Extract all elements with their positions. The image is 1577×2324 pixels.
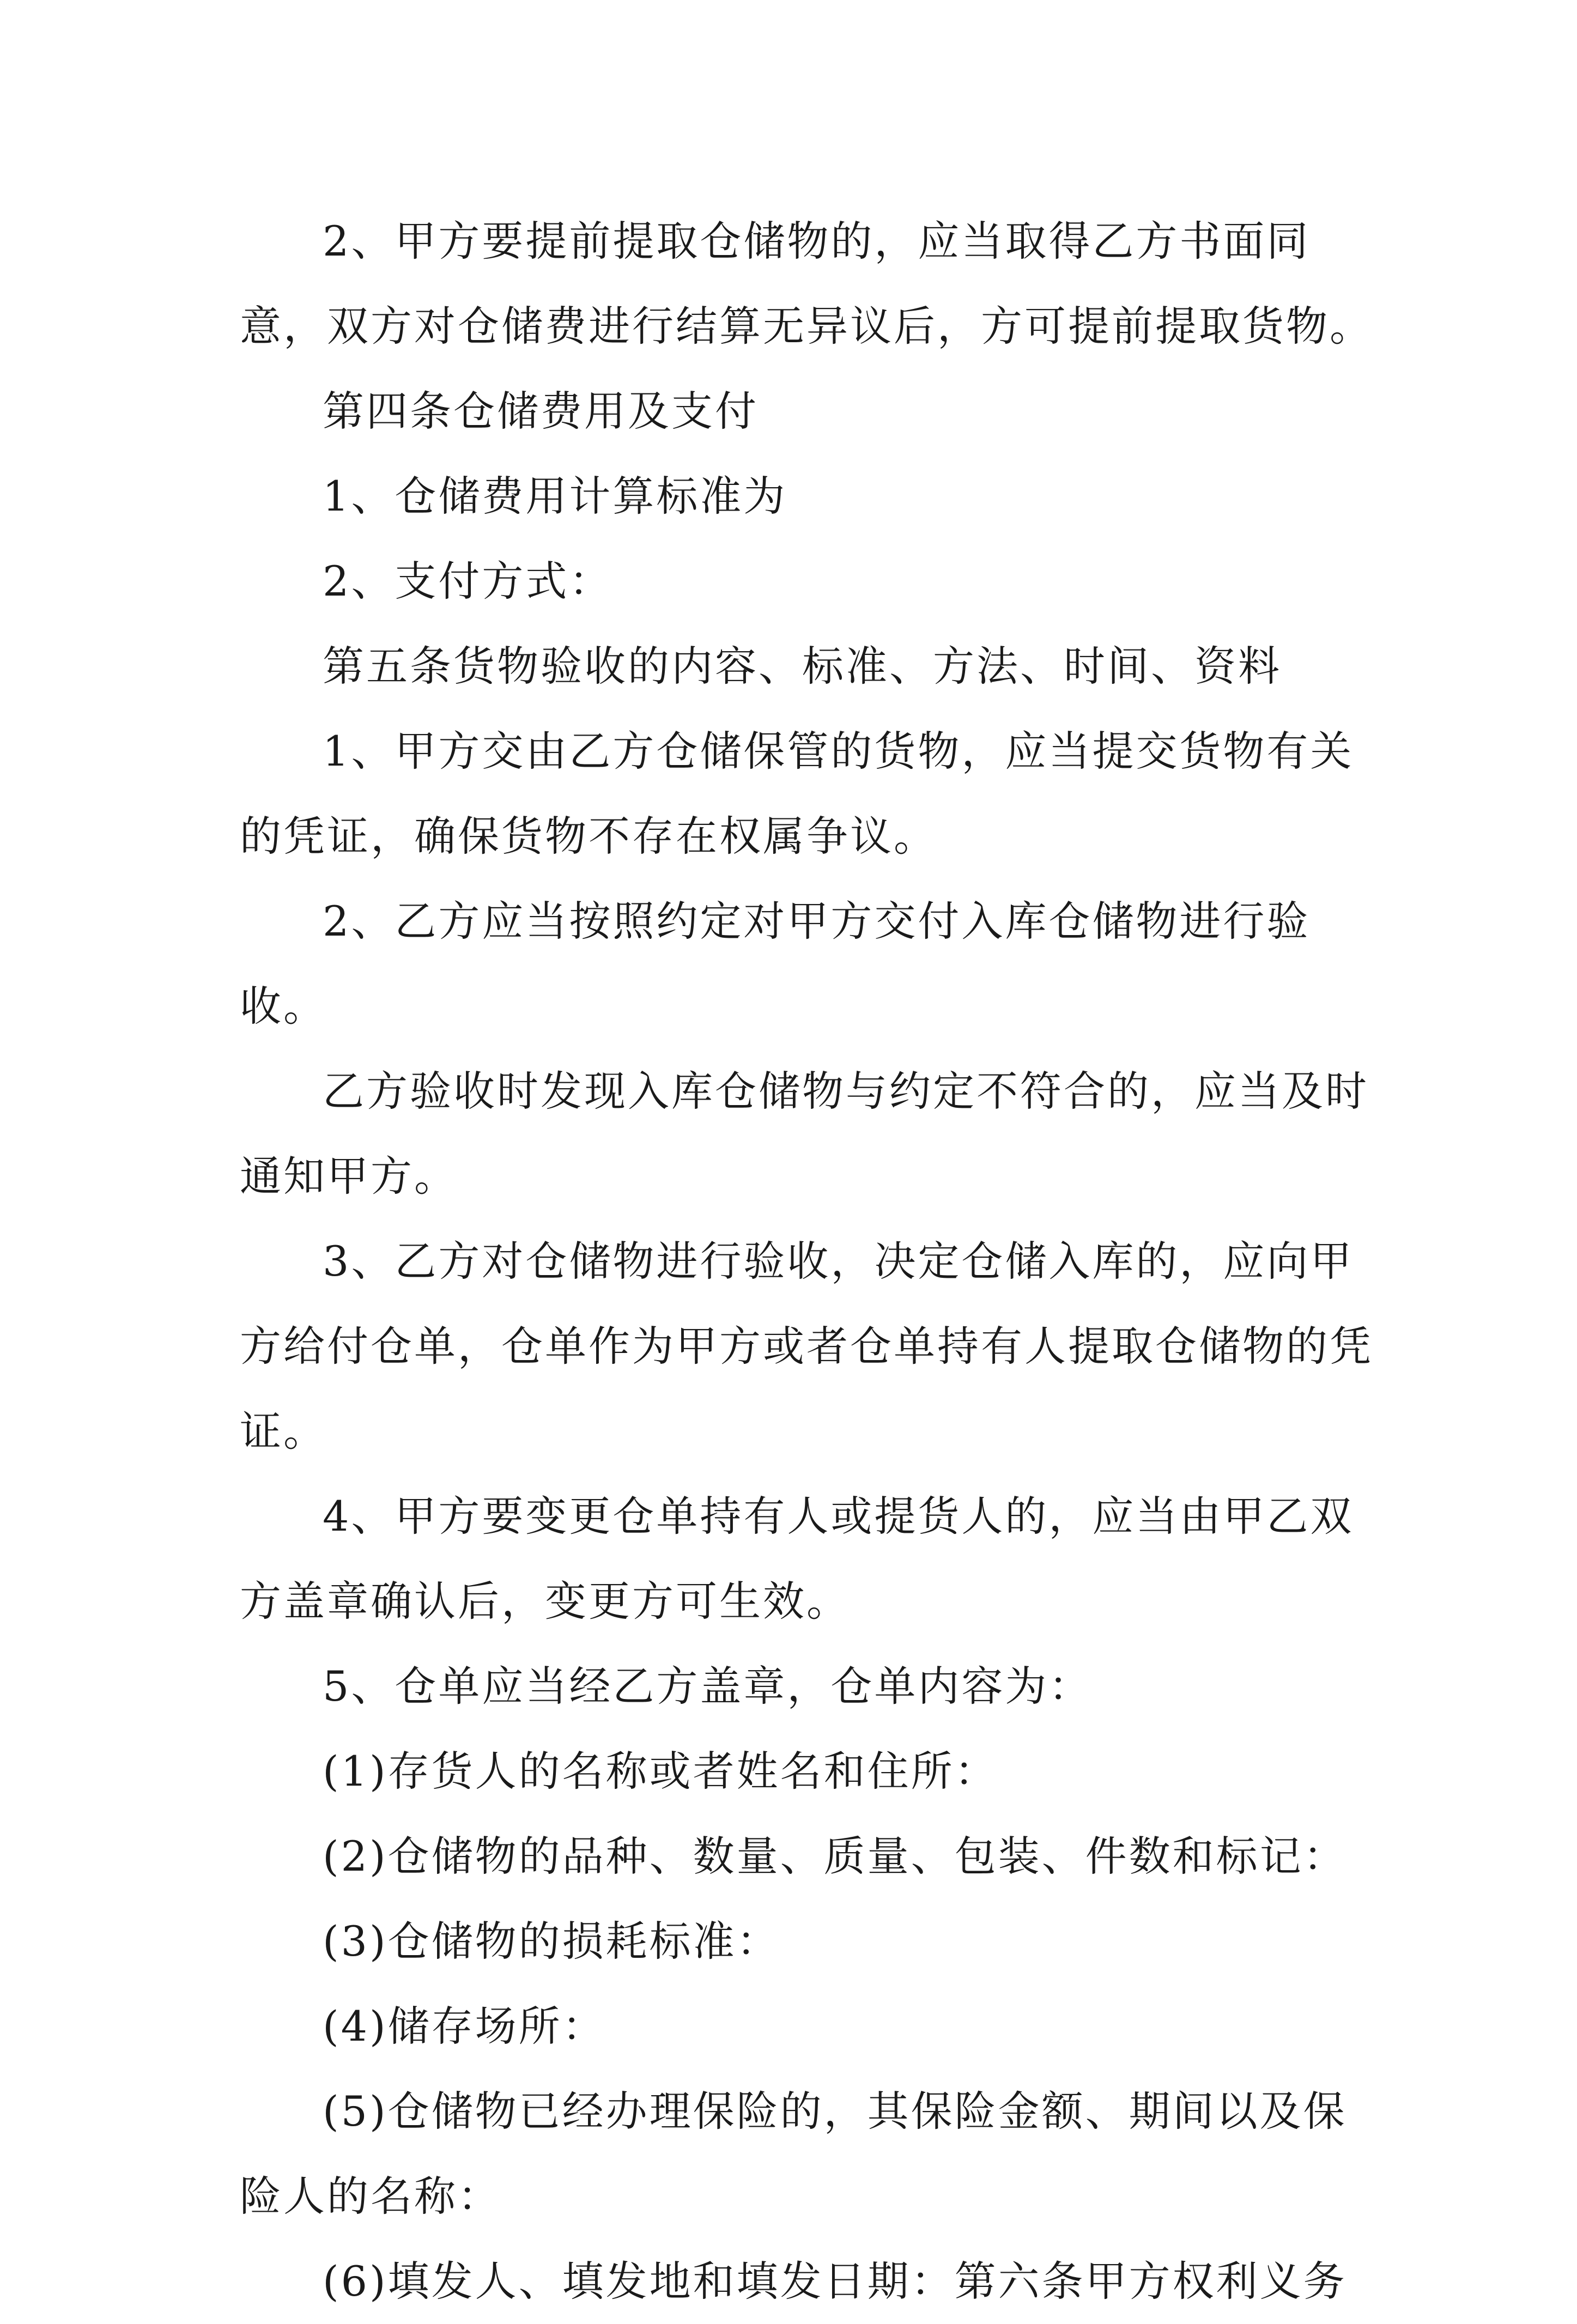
paragraph-notify-party-a: 乙方验收时发现入库仓储物与约定不符合的，应当及时通知甲方。 (240, 1067, 1369, 1200)
paragraph-warehouse-receipt: 3、乙方对仓储物进行验收，决定仓储入库的，应向甲方给付仓单，仓单作为甲方或者仓单持有人提取仓储物的凭证。 (240, 1237, 1373, 1455)
list-item-2: (2)仓储物的品种、数量、质量、包装、件数和标记： (323, 1832, 1347, 1880)
list-item-1: (1)存货人的名称或者姓名和住所： (323, 1747, 998, 1795)
paragraph-fee-standard: 1、仓储费用计算标准为 (323, 472, 787, 520)
list-item-4: (4)储存场所： (323, 2002, 606, 2050)
document-body (240, 199, 1373, 2324)
heading-article-5: 第五条货物验收的内容、标准、方法、时间、资料 (323, 642, 1282, 690)
paragraph-early-pickup: 2、甲方要提前提取仓储物的，应当取得乙方书面同意，双方对仓储费进行结算无异议后，方可提前提取货物。 (240, 217, 1373, 350)
list-item-5: (5)仓储物已经办理保险的，其保险金额、期间以及保险人的名称： (240, 2087, 1347, 2220)
list-item-6: (6)填发人、填发地和填发日期：第六条甲方权利义务 (323, 2257, 1347, 2305)
paragraph-change-holder: 4、甲方要变更仓单持有人或提货人的，应当由甲乙双方盖章确认后，变更方可生效。 (240, 1492, 1354, 1625)
heading-article-4: 第四条仓储费用及支付 (323, 387, 759, 435)
paragraph-inspection: 2、乙方应当按照约定对甲方交付入库仓储物进行验收。 (240, 897, 1311, 1030)
paragraph-receipt-contents: 5、仓单应当经乙方盖章，仓单内容为： (323, 1662, 1093, 1710)
paragraph-payment-method: 2、支付方式： (323, 557, 613, 605)
paragraph-submit-certificates: 1、甲方交由乙方仓储保管的货物，应当提交货物有关的凭证，确保货物不存在权属争议。 (240, 727, 1354, 860)
list-item-3: (3)仓储物的损耗标准： (323, 1917, 780, 1965)
